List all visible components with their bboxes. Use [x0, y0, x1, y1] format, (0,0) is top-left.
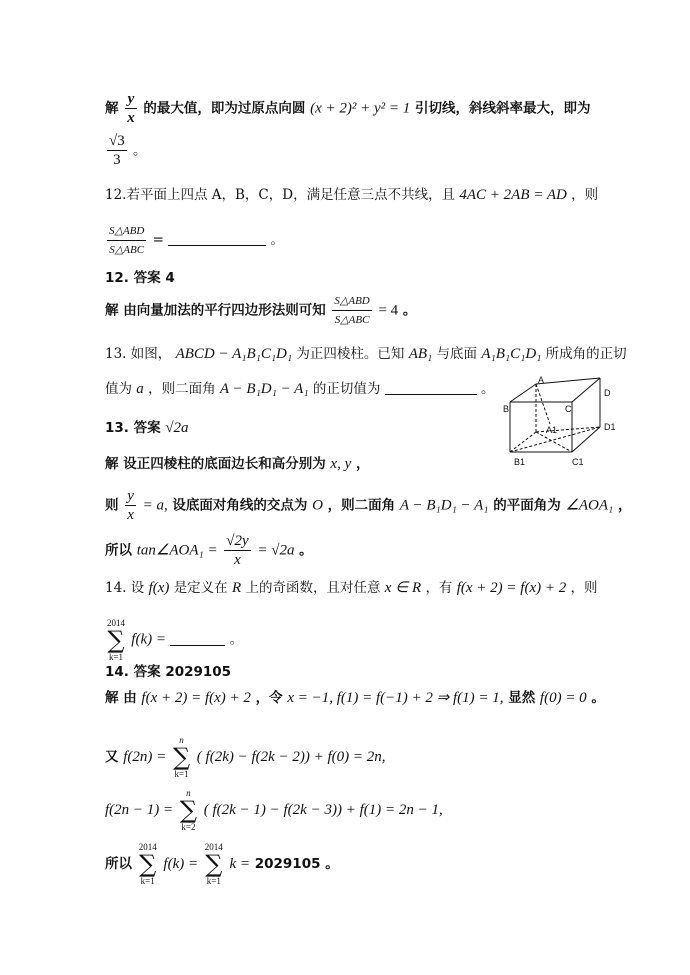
question-14-line-2 — [105, 618, 243, 662]
question-12-line-1 — [105, 185, 598, 205]
text-segment: 又 — [105, 749, 119, 765]
summation — [107, 618, 125, 662]
equation-value: = √2a — [257, 542, 295, 559]
text-segment: 解 设正四棱柱的底面边长和高分别为 — [105, 456, 326, 472]
fraction-denominator: x — [127, 110, 135, 126]
fraction-y-over-x — [125, 90, 137, 127]
summation — [139, 842, 157, 886]
period: 。 — [270, 232, 285, 248]
functional-equation: f(x + 2) = f(x) + 2 — [141, 690, 251, 706]
fraction-numerator: S△ABD — [107, 222, 146, 241]
sum-lower: k=1 — [108, 652, 124, 662]
equals-sign: = — [152, 232, 164, 248]
fraction-denominator: S△ABC — [109, 244, 145, 256]
equation-value: = a, — [142, 497, 168, 514]
question-13-line-1 — [105, 344, 627, 364]
solution-13-line-1 — [105, 454, 369, 474]
sum-body: k = — [229, 856, 251, 872]
x-in-r: x ∈ R — [384, 580, 422, 596]
dihedral-angle: A − B₁D₁ − A₁ — [399, 497, 489, 514]
answer-blank — [168, 231, 266, 246]
text-segment: 的正切值为 — [312, 381, 381, 397]
circle-equation: (x + 2)² + y² = 1 — [310, 100, 411, 117]
question-12-text: 12.若平面上四点 A，B，C，D，满足任意三点不共线，且 — [105, 187, 456, 203]
text-segment: 解 由 — [105, 690, 137, 706]
text-segment: ，令 — [255, 690, 283, 706]
answer-14-title: 14. 答案 2029105 — [105, 664, 232, 680]
comma: ， — [617, 497, 632, 514]
period: 。 — [325, 856, 339, 872]
fraction-numerator: S△ABD — [332, 292, 371, 311]
text-segment: 引切线，斜线斜率最大，即为 — [414, 100, 591, 117]
sigma-icon: ∑ — [205, 850, 223, 878]
question-12-line-2 — [105, 222, 284, 259]
dihedral-angle: A − B₁D₁ − A₁ — [219, 381, 309, 397]
period: 。 — [229, 631, 244, 648]
text-segment: 上的奇函数，且对任意 — [245, 580, 381, 596]
fraction-numerator: y — [125, 90, 137, 109]
text-segment: ，则 — [570, 580, 598, 596]
answer-blank — [170, 631, 225, 646]
text-segment: 与底面 — [436, 346, 478, 362]
sigma-icon: ∑ — [172, 743, 191, 771]
figure-label-d: D — [604, 388, 611, 398]
fraction-y-over-x — [125, 487, 136, 524]
period: 。 — [299, 542, 313, 559]
sum-body: f(k) = — [131, 631, 166, 648]
text-segment: 是定义在 — [173, 580, 228, 596]
text-segment: 设底面对角线的交点为 — [172, 497, 308, 514]
period: 。 — [591, 690, 605, 706]
solution-14-line-1 — [105, 688, 605, 708]
solution-11-line-1 — [105, 90, 590, 127]
figure-label-a1: A1 — [546, 425, 558, 435]
figure-label-b: B — [503, 404, 510, 414]
question-14-line-1 — [105, 578, 598, 598]
fraction-sqrt2y-over-x — [224, 532, 250, 569]
text-segment: 13. 如图， — [105, 346, 172, 362]
fraction-denominator: 3 — [113, 152, 121, 168]
answer-13-title — [105, 418, 189, 438]
period: 。 — [133, 142, 147, 159]
figure-label-a: A — [538, 375, 545, 385]
fraction-numerator: √3 — [109, 133, 125, 149]
text-segment: 则 — [105, 497, 119, 514]
text-segment: 所以 — [105, 542, 132, 559]
fraction-denominator: S△ABC — [334, 314, 370, 326]
figure-label-c: C — [565, 404, 572, 414]
vector-equation: 4AC + 2AB = AD — [459, 187, 567, 203]
figure-label-c1: C1 — [572, 457, 584, 467]
sum-upper: 2014 — [107, 618, 125, 628]
figure-label-b1: B1 — [514, 457, 526, 467]
question-13-line-2 — [105, 379, 494, 399]
text-segment: 所成角的正切 — [545, 346, 627, 362]
answer-value: √2a — [165, 420, 189, 436]
text-segment: 14. 设 — [105, 580, 145, 596]
final-answer: 2029105 — [254, 856, 321, 872]
f0-equation: f(0) = 0 — [539, 690, 587, 706]
text-segment: 所以 — [105, 856, 132, 872]
fraction-sqrt3-over-3 — [107, 132, 127, 169]
fraction-numerator: y — [127, 488, 134, 504]
summation — [205, 842, 223, 886]
sum-lower: k=1 — [206, 876, 221, 886]
text-segment: 的最大值，即为过原点向圆 — [143, 100, 306, 117]
tan-expression: tan∠AOA₁ = — [136, 542, 218, 559]
sigma-icon: ∑ — [179, 796, 197, 824]
set-r: R — [231, 580, 242, 596]
base-name: A₁B₁C₁D₁ — [481, 346, 542, 362]
derivation: x = −1, f(1) = f(−1) + 2 ⇒ f(1) = 1, — [287, 690, 504, 706]
sigma-icon: ∑ — [107, 626, 125, 654]
solution-13-line-2 — [105, 487, 631, 524]
text-segment: ，则二面角 — [327, 497, 396, 514]
period: 。 — [402, 302, 417, 319]
point-o: O — [312, 497, 323, 514]
text-segment: 解 由向量加法的平行四边形法则可知 — [105, 302, 326, 319]
prism-name: ABCD − A₁B₁C₁D₁ — [175, 346, 293, 362]
angle-aoa1: ∠AOA₁ — [565, 497, 614, 514]
sum-upper: n — [179, 735, 184, 745]
answer-label: 13. 答案 — [105, 420, 161, 436]
function-fx: f(x) — [148, 580, 170, 596]
label-jie: 解 — [105, 100, 119, 117]
f2n-1-lhs: f(2n − 1) = — [105, 802, 174, 818]
equation-value: = 4 — [378, 302, 399, 319]
sigma-icon: ∑ — [139, 850, 157, 878]
prism-figure — [500, 372, 630, 472]
text-segment: 显然 — [508, 690, 536, 706]
text-segment: ，则 — [571, 187, 599, 203]
sum-body: ( f(2k − 1) − f(2k − 3)) + f(1) = 2n − 1, — [203, 802, 443, 818]
sum-lower: k=2 — [181, 822, 196, 832]
solution-14-line-3 — [105, 788, 443, 832]
period: 。 — [480, 381, 495, 397]
f2n-lhs: f(2n) = — [123, 749, 167, 765]
variable-a: a — [136, 381, 144, 397]
sum-upper: n — [186, 788, 191, 798]
area-ratio-fraction — [332, 292, 371, 329]
solution-12 — [105, 292, 416, 329]
sum-body: f(k) = — [163, 856, 199, 872]
segment-ab1: AB₁ — [408, 346, 433, 362]
solution-14-line-4 — [105, 842, 339, 886]
sum-body: ( f(2k) − f(2k − 2)) + f(0) = 2n, — [196, 749, 386, 765]
solution-14-line-2 — [105, 735, 386, 779]
text-segment: 为正四棱柱。已知 — [296, 346, 405, 362]
fraction-numerator: √2y — [226, 533, 249, 549]
solution-11-line-2 — [105, 132, 147, 169]
functional-equation: f(x + 2) = f(x) + 2 — [456, 580, 567, 596]
answer-12-title: 12. 答案 4 — [105, 270, 175, 286]
comma: ， — [355, 456, 370, 472]
variables-xy: x, y — [330, 456, 352, 472]
area-ratio-fraction — [107, 222, 146, 259]
text-segment: ，则二面角 — [148, 381, 216, 397]
summation — [173, 735, 190, 779]
text-segment: ，有 — [425, 580, 453, 596]
answer-blank — [385, 380, 477, 395]
sum-upper: 2014 — [138, 842, 157, 852]
summation — [180, 788, 197, 832]
text-segment: 值为 — [105, 381, 132, 397]
fraction-denominator: x — [234, 552, 241, 568]
sum-lower: k=1 — [174, 769, 189, 779]
sum-upper: 2014 — [204, 842, 223, 852]
sum-lower: k=1 — [140, 876, 155, 886]
figure-label-d1: D1 — [604, 422, 616, 432]
text-segment: 的平面角为 — [493, 497, 561, 514]
fraction-denominator: x — [127, 507, 134, 523]
solution-13-line-3 — [105, 532, 313, 569]
